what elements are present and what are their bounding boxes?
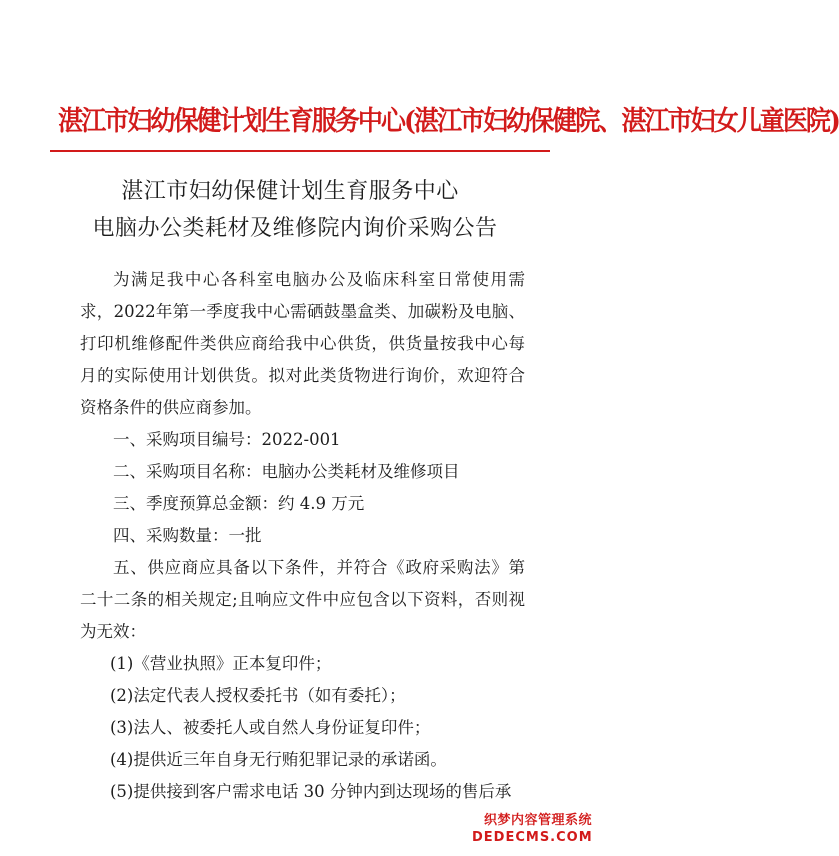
intro-paragraph: 为满足我中心各科室电脑办公及临床科室日常使用需求，2022年第一季度我中心需硒鼓墨盒类、加碳粉及电脑、打印机维修配件类供应商给我中心供货，供货量按我中心每月的实际使用计划供货。拟对此类货物进行询价，欢迎符合资格条件的供应商参加。 <box>80 270 525 417</box>
sub-item-authorization: (2)法定代表人授权委托书（如有委托）； <box>110 686 406 705</box>
document-title-line2: 电脑办公类耗材及维修院内询价采购公告 <box>92 216 498 241</box>
item-project-number: 一、采购项目编号：2022-001 <box>113 430 341 449</box>
document-body <box>80 264 525 808</box>
sub-item-no-bribery-letter: (4)提供近三年自身无行贿犯罪记录的承诺函。 <box>110 750 447 769</box>
letterhead-title: 湛江市妇幼保健计划生育服务中心(湛江市妇幼保健院、湛江市妇女儿童医院) <box>58 106 839 137</box>
item-budget: 三、季度预算总金额：约 4.9 万元 <box>113 494 365 513</box>
item-supplier-requirements: 五、供应商应具备以下条件，并符合《政府采购法》第二十二条的相关规定;且响应文件中应包含以下资料，否则视为无效： <box>80 558 525 641</box>
sub-item-business-license: (1)《营业执照》正本复印件； <box>110 654 332 673</box>
document-title-line1: 湛江市妇幼保健计划生育服务中心 <box>121 179 459 204</box>
watermark-line2: DEDECMS.COM <box>472 830 593 845</box>
watermark-line1: 织梦内容管理系统 <box>483 813 592 828</box>
letterhead-red-rule <box>50 150 550 152</box>
sub-item-after-sales: (5)提供接到客户需求电话 30 分钟内到达现场的售后承 <box>110 782 512 801</box>
item-project-name: 二、采购项目名称：电脑办公类耗材及维修项目 <box>113 462 460 481</box>
watermark <box>472 812 592 848</box>
sub-item-id-copy: (3)法人、被委托人或自然人身份证复印件； <box>110 718 431 737</box>
item-quantity: 四、采购数量：一批 <box>113 526 262 545</box>
